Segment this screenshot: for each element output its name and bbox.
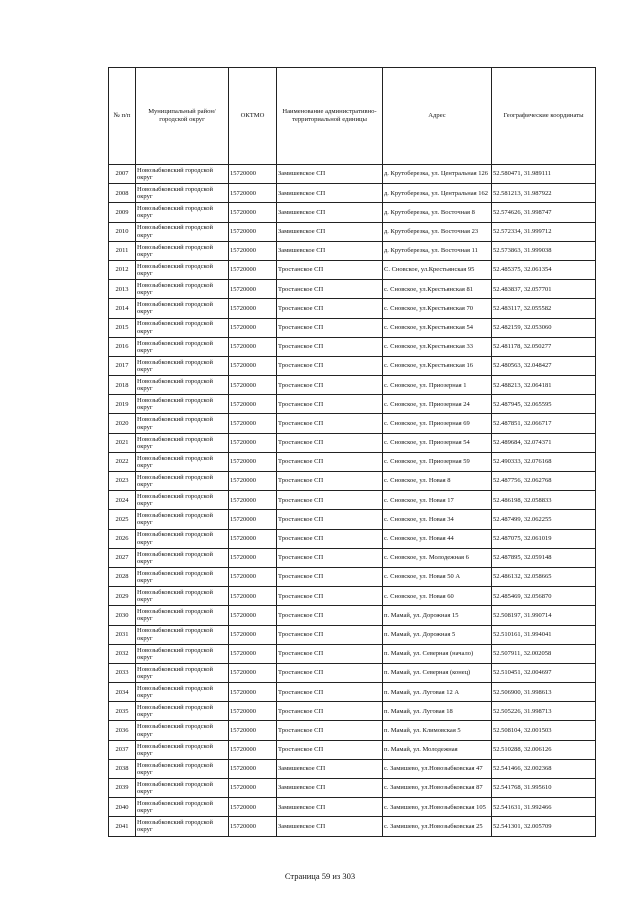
coordinates-cell: 52.541466, 32.002368 (492, 759, 596, 778)
coordinates-cell: 52.488213, 32.064181 (492, 376, 596, 395)
unit-cell: Тростанское СП (277, 491, 383, 510)
address-cell: с. Замишево, ул.Новозыбковская 87 (383, 779, 492, 798)
address-cell: п. Мамай, ул. Дорожная 15 (383, 606, 492, 625)
address-cell: с. Сновское, ул.Крестьянская 54 (383, 318, 492, 337)
oktmo-cell: 15720000 (229, 299, 277, 318)
unit-cell: Тростанское СП (277, 567, 383, 586)
address-cell: с. Сновское, ул. Новая 34 (383, 510, 492, 529)
coordinates-cell: 52.489684, 32.074371 (492, 433, 596, 452)
row-number: 2017 (109, 356, 136, 375)
coordinates-cell: 52.541768, 31.995610 (492, 779, 596, 798)
oktmo-cell: 15720000 (229, 433, 277, 452)
district-cell: Новозыбковский городской округ (136, 740, 229, 759)
table-row (109, 625, 596, 644)
address-cell: д. Крутоберезка, ул. Центральная 162 (383, 184, 492, 203)
row-number: 2031 (109, 625, 136, 644)
district-cell: Новозыбковский городской округ (136, 337, 229, 356)
address-cell: с. Сновское, ул.Крестьянская 33 (383, 337, 492, 356)
coordinates-cell: 52.485469, 32.056870 (492, 587, 596, 606)
oktmo-cell: 15720000 (229, 280, 277, 299)
address-cell: с. Сновское, ул. Приозерная 54 (383, 433, 492, 452)
district-cell: Новозыбковский городской округ (136, 702, 229, 721)
table-row (109, 721, 596, 740)
oktmo-cell: 15720000 (229, 184, 277, 203)
district-cell: Новозыбковский городской округ (136, 759, 229, 778)
table-row (109, 759, 596, 778)
table-row (109, 280, 596, 299)
row-number: 2028 (109, 567, 136, 586)
table-row (109, 548, 596, 567)
oktmo-cell: 15720000 (229, 241, 277, 260)
district-cell: Новозыбковский городской округ (136, 376, 229, 395)
oktmo-cell: 15720000 (229, 452, 277, 471)
oktmo-cell: 15720000 (229, 663, 277, 682)
unit-cell: Тростанское СП (277, 663, 383, 682)
coordinates-cell: 52.487851, 32.066717 (492, 414, 596, 433)
address-cell: с. Сновское, ул.Крестьянская 16 (383, 356, 492, 375)
address-cell: с. Сновское, ул.Крестьянская 70 (383, 299, 492, 318)
address-cell: п. Мамай, ул. Луговая 12 А (383, 683, 492, 702)
oktmo-cell: 15720000 (229, 548, 277, 567)
row-number: 2040 (109, 798, 136, 817)
unit-cell: Тростанское СП (277, 548, 383, 567)
row-number: 2036 (109, 721, 136, 740)
oktmo-cell: 15720000 (229, 817, 277, 836)
table-body (109, 165, 596, 837)
unit-cell: Тростанское СП (277, 644, 383, 663)
col-header-number: № п/п (109, 68, 136, 165)
district-cell: Новозыбковский городской округ (136, 241, 229, 260)
row-number: 2035 (109, 702, 136, 721)
district-cell: Новозыбковский городской округ (136, 222, 229, 241)
oktmo-cell: 15720000 (229, 740, 277, 759)
row-number: 2010 (109, 222, 136, 241)
row-number: 2041 (109, 817, 136, 836)
header-row (109, 68, 596, 165)
table-row (109, 587, 596, 606)
unit-cell: Тростанское СП (277, 587, 383, 606)
coordinates-cell: 52.506900, 31.998613 (492, 683, 596, 702)
address-cell: с. Сновское, ул. Приозерная 59 (383, 452, 492, 471)
table-row (109, 606, 596, 625)
row-number: 2034 (109, 683, 136, 702)
address-cell: с. Сновское, ул. Новая 60 (383, 587, 492, 606)
table-row (109, 798, 596, 817)
table-row (109, 452, 596, 471)
address-cell: п. Мамай, ул. Северная (конец) (383, 663, 492, 682)
oktmo-cell: 15720000 (229, 702, 277, 721)
address-cell: с. Сновское, ул. Приозерная 69 (383, 414, 492, 433)
address-cell: с. Сновское, ул. Новая 44 (383, 529, 492, 548)
district-cell: Новозыбковский городской округ (136, 318, 229, 337)
coordinates-cell: 52.485375, 32.061354 (492, 260, 596, 279)
address-cell: д. Крутоберезка, ул. Восточная 11 (383, 241, 492, 260)
table-row (109, 376, 596, 395)
coordinates-cell: 52.581213, 31.987922 (492, 184, 596, 203)
table-row (109, 472, 596, 491)
address-cell: д. Крутоберезка, ул. Восточная 23 (383, 222, 492, 241)
coordinates-cell: 52.510288, 32.006126 (492, 740, 596, 759)
coordinates-cell: 52.541301, 32.005709 (492, 817, 596, 836)
oktmo-cell: 15720000 (229, 260, 277, 279)
row-number: 2013 (109, 280, 136, 299)
district-cell: Новозыбковский городской округ (136, 798, 229, 817)
address-cell: с. Сновское, ул.Крестьянская 81 (383, 280, 492, 299)
table-row (109, 222, 596, 241)
row-number: 2037 (109, 740, 136, 759)
oktmo-cell: 15720000 (229, 337, 277, 356)
oktmo-cell: 15720000 (229, 203, 277, 222)
district-cell: Новозыбковский городской округ (136, 452, 229, 471)
coordinates-cell: 52.508104, 32.001503 (492, 721, 596, 740)
row-number: 2030 (109, 606, 136, 625)
row-number: 2018 (109, 376, 136, 395)
address-cell: п. Мамай, ул. Климовская 5 (383, 721, 492, 740)
address-cell: с. Сновское, ул. Новая 8 (383, 472, 492, 491)
address-cell: с. Сновское, ул. Новая 17 (383, 491, 492, 510)
coordinates-cell: 52.510161, 31.994041 (492, 625, 596, 644)
district-cell: Новозыбковский городской округ (136, 529, 229, 548)
district-cell: Новозыбковский городской округ (136, 817, 229, 836)
coordinates-cell: 52.487945, 32.065595 (492, 395, 596, 414)
oktmo-cell: 15720000 (229, 798, 277, 817)
district-cell: Новозыбковский городской округ (136, 203, 229, 222)
unit-cell: Тростанское СП (277, 452, 383, 471)
unit-cell: Замишевское СП (277, 779, 383, 798)
district-cell: Новозыбковский городской округ (136, 491, 229, 510)
unit-cell: Замишевское СП (277, 203, 383, 222)
unit-cell: Замишевское СП (277, 817, 383, 836)
coordinates-cell: 52.482159, 32.053060 (492, 318, 596, 337)
row-number: 2014 (109, 299, 136, 318)
document-sheet (108, 67, 595, 837)
oktmo-cell: 15720000 (229, 683, 277, 702)
oktmo-cell: 15720000 (229, 318, 277, 337)
coordinates-cell: 52.486198, 32.058833 (492, 491, 596, 510)
oktmo-cell: 15720000 (229, 567, 277, 586)
unit-cell: Замишевское СП (277, 759, 383, 778)
coordinates-cell: 52.483837, 32.057701 (492, 280, 596, 299)
oktmo-cell: 15720000 (229, 491, 277, 510)
district-cell: Новозыбковский городской округ (136, 663, 229, 682)
address-cell: с. Замишево, ул.Новозыбковская 25 (383, 817, 492, 836)
district-cell: Новозыбковский городской округ (136, 625, 229, 644)
district-cell: Новозыбковский городской округ (136, 721, 229, 740)
table-row (109, 740, 596, 759)
oktmo-cell: 15720000 (229, 759, 277, 778)
unit-cell: Замишевское СП (277, 222, 383, 241)
address-cell: с. Сновское, ул. Приозерная 24 (383, 395, 492, 414)
table-row (109, 299, 596, 318)
unit-cell: Тростанское СП (277, 472, 383, 491)
row-number: 2011 (109, 241, 136, 260)
coordinates-cell: 52.480563, 32.048427 (492, 356, 596, 375)
oktmo-cell: 15720000 (229, 529, 277, 548)
row-number: 2027 (109, 548, 136, 567)
unit-cell: Тростанское СП (277, 740, 383, 759)
table-row (109, 529, 596, 548)
row-number: 2012 (109, 260, 136, 279)
oktmo-cell: 15720000 (229, 721, 277, 740)
row-number: 2023 (109, 472, 136, 491)
coordinates-cell: 52.510451, 32.004697 (492, 663, 596, 682)
row-number: 2024 (109, 491, 136, 510)
address-cell: п. Мамай, ул. Молодежная (383, 740, 492, 759)
unit-cell: Тростанское СП (277, 414, 383, 433)
address-cell: д. Крутоберезка, ул. Восточная 8 (383, 203, 492, 222)
oktmo-cell: 15720000 (229, 644, 277, 663)
district-cell: Новозыбковский городской округ (136, 414, 229, 433)
unit-cell: Тростанское СП (277, 299, 383, 318)
col-header-unit: Наименование административно-территориальной единицы (277, 68, 383, 165)
district-cell: Новозыбковский городской округ (136, 567, 229, 586)
table-row (109, 683, 596, 702)
district-cell: Новозыбковский городской округ (136, 280, 229, 299)
col-header-address: Адрес (383, 68, 492, 165)
table-row (109, 337, 596, 356)
row-number: 2022 (109, 452, 136, 471)
district-cell: Новозыбковский городской округ (136, 548, 229, 567)
row-number: 2015 (109, 318, 136, 337)
district-cell: Новозыбковский городской округ (136, 644, 229, 663)
table-row (109, 184, 596, 203)
coordinates-cell: 52.483117, 32.055582 (492, 299, 596, 318)
unit-cell: Тростанское СП (277, 260, 383, 279)
unit-cell: Тростанское СП (277, 702, 383, 721)
oktmo-cell: 15720000 (229, 510, 277, 529)
coordinates-cell: 52.481178, 32.050277 (492, 337, 596, 356)
coordinates-cell: 52.487075, 32.061019 (492, 529, 596, 548)
district-cell: Новозыбковский городской округ (136, 433, 229, 452)
coordinates-cell: 52.487756, 32.062768 (492, 472, 596, 491)
district-cell: Новозыбковский городской округ (136, 184, 229, 203)
unit-cell: Тростанское СП (277, 529, 383, 548)
table-row (109, 817, 596, 836)
coordinates-cell: 52.507911, 32.002058 (492, 644, 596, 663)
unit-cell: Тростанское СП (277, 395, 383, 414)
table-row (109, 644, 596, 663)
col-header-coordinates: Географические координаты (492, 68, 596, 165)
unit-cell: Замишевское СП (277, 241, 383, 260)
table-row (109, 433, 596, 452)
table-row (109, 318, 596, 337)
row-number: 2020 (109, 414, 136, 433)
unit-cell: Тростанское СП (277, 683, 383, 702)
table-row (109, 510, 596, 529)
address-cell: п. Мамай, ул. Луговая 18 (383, 702, 492, 721)
table-row (109, 663, 596, 682)
row-number: 2025 (109, 510, 136, 529)
row-number: 2026 (109, 529, 136, 548)
table-row (109, 567, 596, 586)
coordinates-cell: 52.487499, 32.062255 (492, 510, 596, 529)
address-cell: п. Мамай, ул. Дорожная 5 (383, 625, 492, 644)
row-number: 2038 (109, 759, 136, 778)
oktmo-cell: 15720000 (229, 376, 277, 395)
unit-cell: Тростанское СП (277, 337, 383, 356)
unit-cell: Тростанское СП (277, 433, 383, 452)
row-number: 2039 (109, 779, 136, 798)
col-header-oktmo: ОКТМО (229, 68, 277, 165)
coordinates-cell: 52.572334, 31.999712 (492, 222, 596, 241)
unit-cell: Тростанское СП (277, 721, 383, 740)
district-cell: Новозыбковский городской округ (136, 683, 229, 702)
district-cell: Новозыбковский городской округ (136, 260, 229, 279)
coordinates-cell: 52.505226, 31.998713 (492, 702, 596, 721)
coordinates-cell: 52.486132, 32.058665 (492, 567, 596, 586)
address-cell: с. Сновское, ул. Новая 50 А (383, 567, 492, 586)
unit-cell: Тростанское СП (277, 318, 383, 337)
coordinates-cell: 52.580471, 31.989111 (492, 165, 596, 184)
unit-cell: Тростанское СП (277, 510, 383, 529)
district-cell: Новозыбковский городской округ (136, 395, 229, 414)
coordinates-cell: 52.573863, 31.999038 (492, 241, 596, 260)
oktmo-cell: 15720000 (229, 587, 277, 606)
row-number: 2019 (109, 395, 136, 414)
table-row (109, 356, 596, 375)
row-number: 2008 (109, 184, 136, 203)
district-cell: Новозыбковский городской округ (136, 779, 229, 798)
col-header-district: Муниципальный район/городской округ (136, 68, 229, 165)
district-cell: Новозыбковский городской округ (136, 587, 229, 606)
page-number: Страница 59 из 303 (284, 871, 356, 881)
district-cell: Новозыбковский городской округ (136, 606, 229, 625)
table-row (109, 491, 596, 510)
oktmo-cell: 15720000 (229, 222, 277, 241)
table-row (109, 395, 596, 414)
district-cell: Новозыбковский городской округ (136, 299, 229, 318)
oktmo-cell: 15720000 (229, 472, 277, 491)
row-number: 2021 (109, 433, 136, 452)
table-row (109, 165, 596, 184)
unit-cell: Тростанское СП (277, 376, 383, 395)
table-row (109, 260, 596, 279)
unit-cell: Тростанское СП (277, 606, 383, 625)
row-number: 2007 (109, 165, 136, 184)
district-cell: Новозыбковский городской округ (136, 472, 229, 491)
table-row (109, 779, 596, 798)
table-row (109, 414, 596, 433)
table-row (109, 702, 596, 721)
row-number: 2016 (109, 337, 136, 356)
address-cell: с. Замишево, ул.Новозыбковская 47 (383, 759, 492, 778)
table-row (109, 241, 596, 260)
oktmo-cell: 15720000 (229, 414, 277, 433)
coordinates-cell: 52.508197, 31.990714 (492, 606, 596, 625)
oktmo-cell: 15720000 (229, 779, 277, 798)
data-table (108, 67, 596, 837)
address-cell: д. Крутоберезка, ул. Центральная 126 (383, 165, 492, 184)
address-cell: с. Сновское, ул. Молодежная 6 (383, 548, 492, 567)
row-number: 2029 (109, 587, 136, 606)
district-cell: Новозыбковский городской округ (136, 510, 229, 529)
table-row (109, 203, 596, 222)
oktmo-cell: 15720000 (229, 356, 277, 375)
coordinates-cell: 52.487895, 32.059148 (492, 548, 596, 567)
row-number: 2033 (109, 663, 136, 682)
oktmo-cell: 15720000 (229, 606, 277, 625)
unit-cell: Тростанское СП (277, 356, 383, 375)
oktmo-cell: 15720000 (229, 165, 277, 184)
oktmo-cell: 15720000 (229, 395, 277, 414)
address-cell: п. Мамай, ул. Северная (начало) (383, 644, 492, 663)
coordinates-cell: 52.541631, 31.992466 (492, 798, 596, 817)
row-number: 2032 (109, 644, 136, 663)
coordinates-cell: 52.574626, 31.998747 (492, 203, 596, 222)
district-cell: Новозыбковский городской округ (136, 165, 229, 184)
address-cell: с. Замишево, ул.Новозыбковская 105 (383, 798, 492, 817)
row-number: 2009 (109, 203, 136, 222)
address-cell: с. Сновское, ул. Приозерная 1 (383, 376, 492, 395)
unit-cell: Замишевское СП (277, 798, 383, 817)
district-cell: Новозыбковский городской округ (136, 356, 229, 375)
unit-cell: Тростанское СП (277, 280, 383, 299)
coordinates-cell: 52.490333, 32.076168 (492, 452, 596, 471)
unit-cell: Замишевское СП (277, 184, 383, 203)
unit-cell: Тростанское СП (277, 625, 383, 644)
unit-cell: Замишевское СП (277, 165, 383, 184)
address-cell: С. Сновское, ул.Крестьянская 95 (383, 260, 492, 279)
oktmo-cell: 15720000 (229, 625, 277, 644)
